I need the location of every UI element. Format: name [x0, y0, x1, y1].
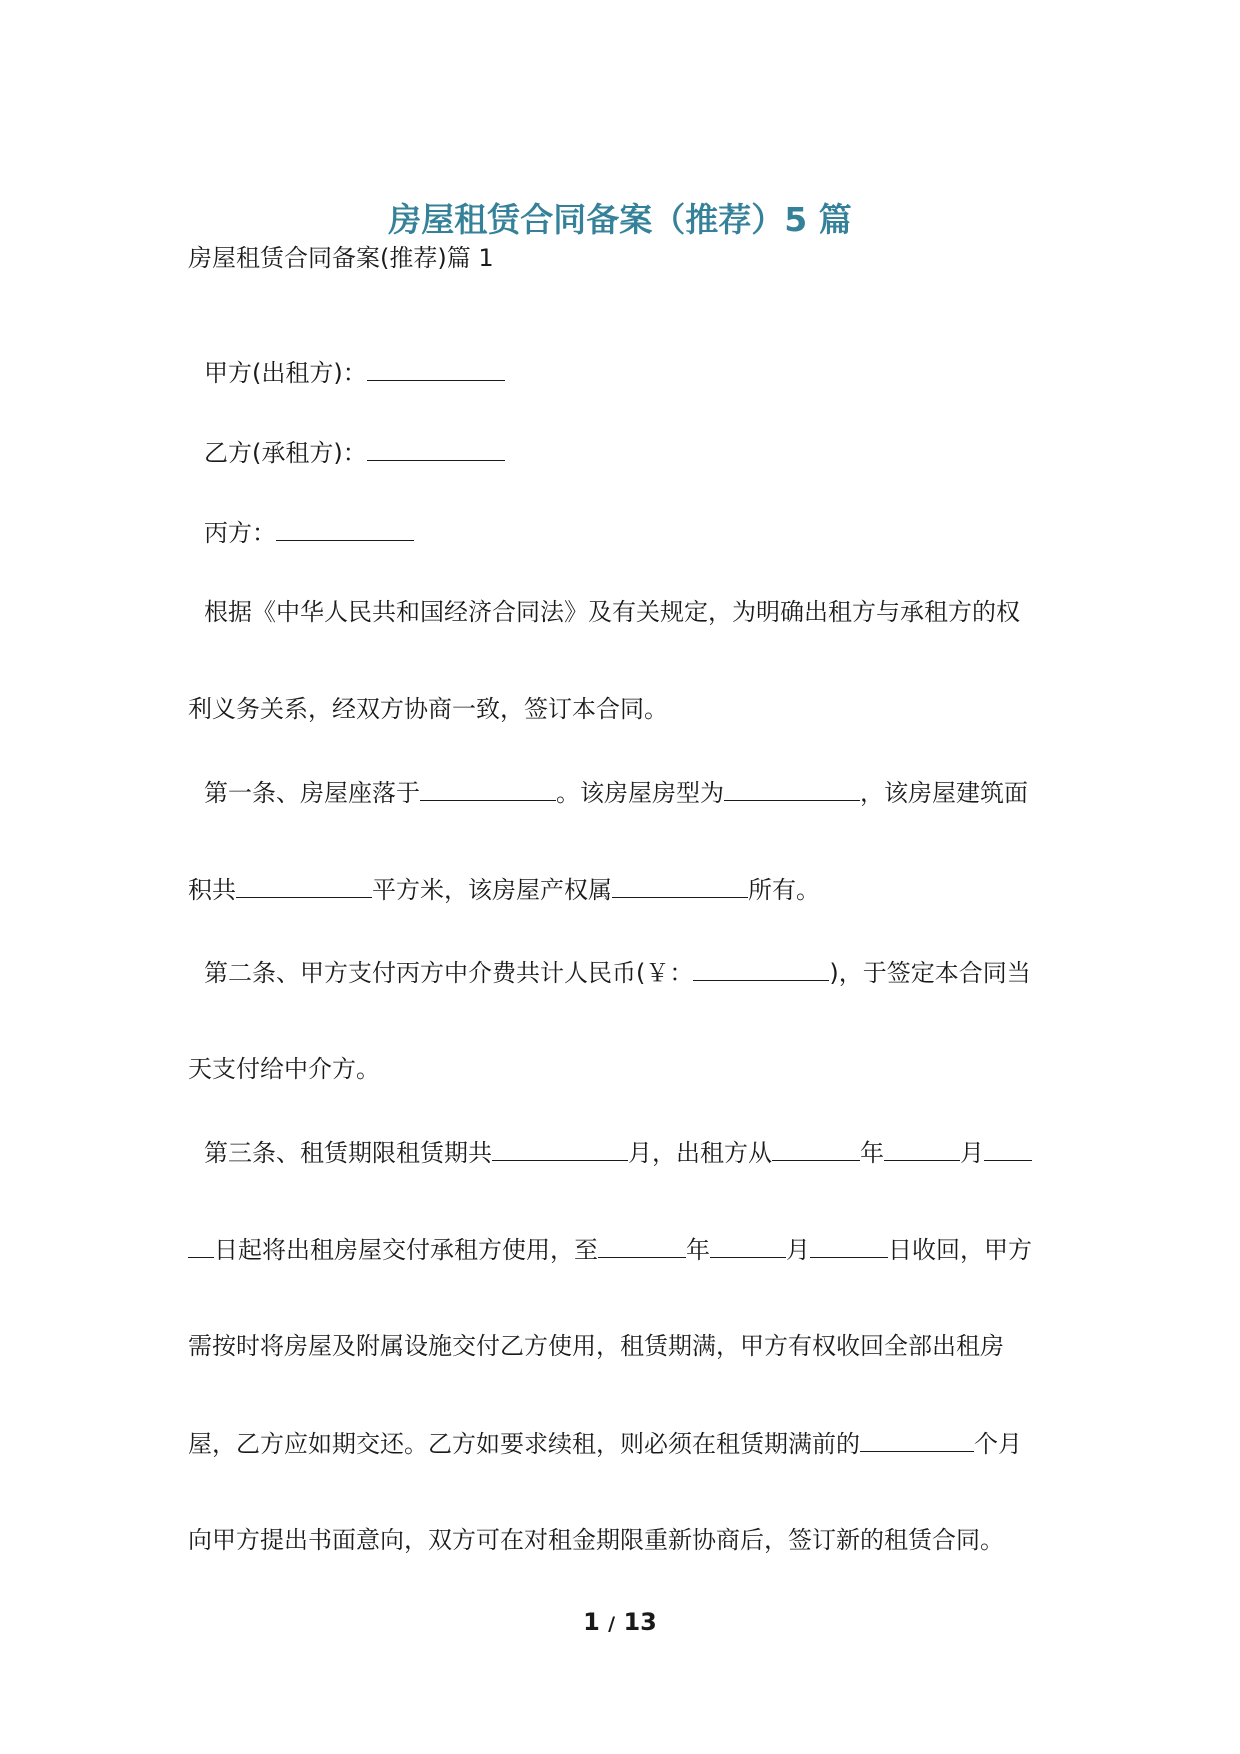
- article-3-line-2: [188, 1231, 1032, 1268]
- article-3-text-f: 年: [686, 1236, 710, 1264]
- section-heading: 房屋租赁合同备案(推荐)篇 1: [188, 244, 494, 272]
- article-1-area-blank: [236, 871, 372, 898]
- article-1-owner-blank: [612, 871, 748, 898]
- party-c-blank: [276, 514, 414, 541]
- page-number: [0, 1604, 1240, 1642]
- party-a-label: 甲方(出租方)：: [204, 359, 367, 387]
- article-2-line-2: 天支付给中介方。: [188, 1055, 380, 1083]
- article-3-line-3: 需按时将房屋及附属设施交付乙方使用，租赁期满，甲方有权收回全部出租房: [188, 1332, 1004, 1360]
- article-3-end-year-blank: [598, 1231, 686, 1258]
- article-3-line-1: [204, 1134, 1032, 1171]
- article-3-text-b: 月，出租方从: [628, 1139, 772, 1167]
- current-page: 1: [583, 1608, 600, 1636]
- article-3-text-e: 日起将出租房屋交付承租方使用，至: [214, 1236, 598, 1264]
- article-3-renewal-blank: [860, 1425, 974, 1452]
- article-3-text-a: 第三条、租赁期限租赁期共: [204, 1139, 492, 1167]
- article-3-text-k: 个月: [974, 1430, 1022, 1458]
- article-1-text-b: 。该房屋房型为: [556, 779, 724, 807]
- article-3-text-c: 年: [860, 1139, 884, 1167]
- article-3-end-month-blank: [710, 1231, 786, 1258]
- party-b-line: [204, 434, 505, 471]
- article-3-text-h: 日收回，甲方: [888, 1236, 1032, 1264]
- article-1-line-1: [204, 774, 1028, 811]
- party-a-blank: [367, 354, 505, 381]
- article-1-text-c: ，该房屋建筑面: [860, 779, 1028, 807]
- article-1-text-e: 平方米，该房屋产权属: [372, 876, 612, 904]
- article-3-start-month-blank: [884, 1134, 960, 1161]
- total-pages: 13: [623, 1608, 657, 1636]
- party-a-line: [204, 354, 505, 391]
- document-title: 房屋租赁合同备案（推荐）5 篇: [388, 200, 852, 239]
- article-1-text-d: 积共: [188, 876, 236, 904]
- article-3-text-j: 屋，乙方应如期交还。乙方如要求续租，则必须在租赁期满前的: [188, 1430, 860, 1458]
- page-separator: /: [608, 1613, 616, 1635]
- article-2-text-b: )，于签定本合同当: [829, 959, 1031, 987]
- article-3-months-blank: [492, 1134, 628, 1161]
- party-b-blank: [367, 434, 505, 461]
- article-1-line-2: [188, 871, 820, 908]
- article-1-text-a: 第一条、房屋座落于: [204, 779, 420, 807]
- article-2-fee-blank: [693, 954, 829, 981]
- article-3-start-day-blank-a: [984, 1134, 1032, 1161]
- article-3-start-year-blank: [772, 1134, 860, 1161]
- article-3-text-d: 月: [960, 1139, 984, 1167]
- article-3-line-5: 向甲方提出书面意向，双方可在对租金期限重新协商后，签订新的租赁合同。: [188, 1526, 1004, 1554]
- article-2-text-a: 第二条、甲方支付丙方中介费共计人民币(￥：: [204, 959, 694, 987]
- article-1-location-blank: [420, 774, 556, 801]
- article-2-line-1: [204, 954, 1031, 991]
- intro-line-2: 利义务关系，经双方协商一致，签订本合同。: [188, 695, 668, 723]
- party-c-line: [204, 514, 414, 551]
- article-3-start-day-blank-b: [188, 1231, 214, 1258]
- article-3-line-4: [188, 1425, 1022, 1462]
- intro-line-1: 根据《中华人民共和国经济合同法》及有关规定，为明确出租方与承租方的权: [204, 598, 1020, 626]
- article-3-end-day-blank: [810, 1231, 888, 1258]
- article-1-type-blank: [724, 774, 860, 801]
- article-3-text-g: 月: [786, 1236, 810, 1264]
- party-c-label: 丙方：: [204, 519, 276, 547]
- article-1-text-f: 所有。: [748, 876, 820, 904]
- party-b-label: 乙方(承租方)：: [204, 439, 367, 467]
